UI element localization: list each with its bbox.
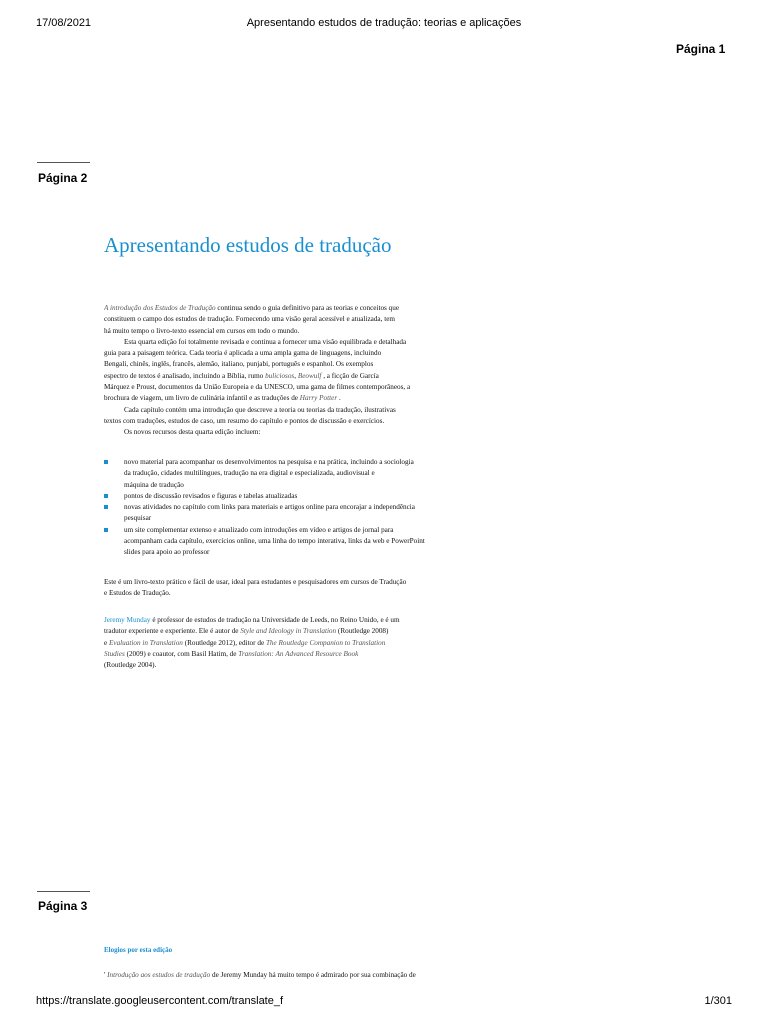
print-date: 17/08/2021 <box>36 17 92 29</box>
page-2-label: Página 2 <box>38 171 88 185</box>
author-bio: Jeremy Munday é professor de estudos de tradução na Universidade de Leeds, no Reino Unido, e é um tradutor experiente e experiente. Ele é autor de Style and Ideology in Translation (Routledge 2008) e Evaluation in Translation (Routledge 2012), editor de The Routledge Companion to Translation Studies (2009) e coautor, com Basil Hatim, de Translation: An Advanced Resource Book (Routledge 2004). <box>104 616 400 670</box>
print-header-title: Apresentando estudos de tradução: teorias e aplicações <box>246 17 522 29</box>
document-title: Apresentando estudos de tradução <box>104 233 392 257</box>
list-item: novas atividades no capítulo com links para materiais e artigos online para encorajar a independência pesquisar <box>104 502 464 525</box>
list-item: pontos de discussão revisados e figuras e tabelas atualizadas <box>104 491 464 502</box>
page-2-divider <box>37 162 90 163</box>
footer-url: https://translate.googleusercontent.com/translate_f <box>36 995 284 1007</box>
features-list <box>104 457 464 559</box>
bullet-square-icon <box>104 460 108 464</box>
praise-text: ' Introdução aos estudos de tradução de Jeremy Munday há muito tempo é admirado por sua combinação de <box>104 971 416 979</box>
footer-page-count: 1/301 <box>704 995 732 1007</box>
praise-heading: Elogios por esta edição <box>104 946 173 954</box>
bullet-square-icon <box>104 528 108 532</box>
closing-text: Este é um livro-texto prático e fácil de usar, ideal para estudantes e pesquisadores em cursos de Tradução e Estudos de Tradução. <box>104 578 407 598</box>
bullet-square-icon <box>104 505 108 509</box>
author-name-link[interactable]: Jeremy Munday <box>104 616 151 624</box>
bullet-square-icon <box>104 494 108 498</box>
page-3-divider <box>37 891 90 892</box>
intro-book-title: A introdução dos Estudos de Tradução <box>104 304 216 312</box>
list-item: novo material para acompanhar os desenvolvimentos na pesquisa e na prática, incluindo a sociologia da tradução, cidades multilíngues, tradução na era digital e especializada, audiovisual e máquina de tradução <box>104 457 464 491</box>
page-1-label: Página 1 <box>676 42 726 56</box>
page-3-label: Página 3 <box>38 899 88 913</box>
intro-text: A introdução dos Estudos de Tradução continua sendo o guia definitivo para as teorias e conceitos que constituem o campo dos estudos de tradução. Fornecendo uma visão geral acessível e atualizada, tem há muito tempo o livro-texto essencial em cursos em todo o mundo. Esta quarta edição foi totalmente revisada e continua a fornecer uma visão equilibrada e detalhada guia para a paisagem teórica. Cada teoria é aplicada a uma ampla gama de linguagens, incluindo Bengali, chinês, inglês, francês, alemão, italiano, punjabi, português e espanhol. Os exemplos espectro de textos é analisado, incluindo a Bíblia, rumo buliciosos, Beowulf , a ficção de García Márquez e Proust, documentos da União Europeia e da UNESCO, uma gama de filmes contemporâneos, a brochura de viagem, um livro de culinária infantil e as traduções de Harry Potter . Cada capítulo contém uma introdução que descreve a teoria ou teorias da tradução, ilustrativas textos com traduções, estudos de caso, um resumo do capítulo e pontos de discussão e exercícios. Os novos recursos desta quarta edição incluem: <box>104 304 411 437</box>
list-item: um site complementar extenso e atualizado com introduções em vídeo e artigos de jornal para acompanham cada capítulo, exercícios online, uma linha do tempo interativa, links da web e PowerPoint slides para apoio ao professor <box>104 525 464 559</box>
